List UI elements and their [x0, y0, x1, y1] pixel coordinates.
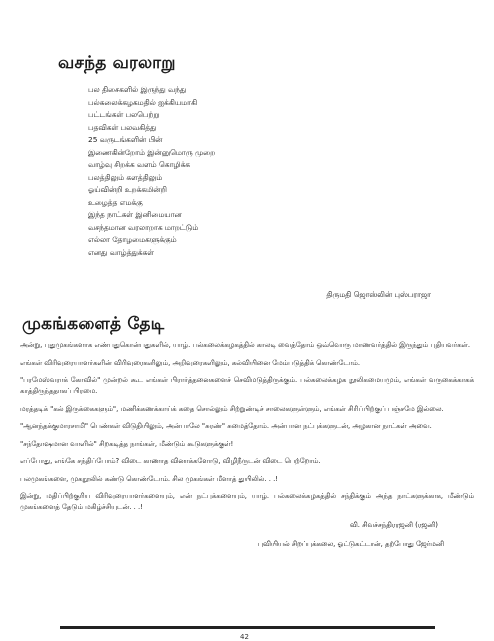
poem-author: திருமதி ஜொஸ்லின் புஸ்பராஜா	[326, 290, 431, 299]
signature-name: வி. சிவச்சந்திரரஜனி (ரஜனி)	[349, 520, 438, 529]
section-title-mugangalai-thedi: முகங்களைத் தேடி	[22, 314, 165, 334]
signature-detail: புவியியல் சிறப்புக்கலை, ஓட்டுகட்டான், தற்போது ஜேர்மனி	[257, 539, 444, 548]
poem-line: எல்லா தோழமைகளுக்கும்	[88, 235, 177, 244]
paragraph: "பரமேஸ்வராக் கோவில்" முன்றல் கூட எங்கள் பிரார்த்தனைகளைச் செவிமடுத்திருக்கும். பல்கலைக்கழக நூலிகமையமும், எங்கள் வருகைக்காகக் காத்திருந்ததாகப் பிரமை.	[20, 376, 474, 396]
poem-line: ஓய்வின்றி உறக்கமின்றி	[88, 185, 167, 194]
paragraph: எப்போது, எங்கே சந்திப்போம்? விடை காணாத வினாக்களோடு, விழிநீருடன் விடை பெற்றோம்.	[20, 457, 321, 466]
section-title-vasantha-varalaru: வசந்த வரலாறு	[58, 53, 176, 73]
poem-line: எனது வாழ்த்துக்கள்	[88, 247, 154, 257]
poem-line: பதவிகள் பலவகித்து	[88, 122, 157, 132]
poem-line: 25 வருடங்களின் பின்	[88, 135, 163, 144]
paragraph: எங்கள் விரிவுரையாளர்களின் விரிவுரைகளிலும், அறிவுரைகளிலும், கல்வியினை மேம்படுத்திக் கொண்டோம்.	[20, 358, 361, 367]
paragraph: மரத்தடிக் "கல் இருக்கைகளும்", மணிக்கணக்காய்க் கதை சொல்லும் சிற்றுண்டிச் சாலைகளுள்ளும், எங்கள் சிரிப்பிற்குப் பஞ்சமே இல்லை.	[20, 404, 444, 413]
paragraph: "சந்தோஷமான வாளில்" சிறகடித்த நாங்கள், மீண்டும் கூடுகளுக்குள்!	[20, 439, 234, 448]
poem-line: இணைகின்றோம் இன்னுமொரு முறை	[88, 147, 216, 157]
paragraph: இன்று, மதிப்பிற்குரிய விரிவுரையாளர்களையும், என் நட்புக்களையும், யாழ். பல்கலைக்கழகத்தில் சந்திக்கும் அந்த நாட்களுக்காக, மீண்டும் முகங்களைத் தேடும் மகிழ்ச்சியுடன். . .!	[20, 492, 474, 512]
paragraph: "ஆனந்தக்குமாரசாமி" பெண்கள் விடுதியிலும், அன்பாலே "சுரண்" சுமைத்தோம். அன்பான நட்புக்களுடன், அழகான நாட்கள் அவை.	[20, 422, 432, 431]
poem-line: பட்டங்கள் பலபெற்று	[88, 110, 160, 119]
poem-line: வாழ்வு சிறக்க வளம் கொழிக்க	[88, 160, 191, 169]
paragraph: அன்று, புதுமுகங்களாக எண்பதுகொன்பதுகளில், யாழ். பல்கலைக்கழகத்தில் காலடி வைத்தோம் ஒவ்வொரு மாணவர்த்தில் இருந்தும் புதியவர்கள்.	[20, 341, 471, 349]
poem-line: பலத்திலும் களத்திலும்	[88, 172, 163, 182]
poem-line: இந்த நாட்கள் இனிமையான	[88, 210, 182, 219]
footer-rule	[60, 626, 435, 629]
page-number: 42	[240, 633, 249, 641]
poem-line: பல திசைகளில் இருந்து வந்து	[88, 85, 187, 94]
prose-body	[20, 340, 474, 550]
paragraph: பலமுகங்களை, முகநூலில் கண்டு கொண்டோம். சில முகங்கள் மீளாத் துயிலில். . .!	[20, 474, 279, 483]
poem-line: பல்கலைக்கழகமதில் ஐக்கியமாகி	[88, 97, 198, 107]
poem-line: வசந்தமான வரலாறாக மாறட்டும்	[88, 222, 199, 232]
poem-line: உழைத்த எமக்கு	[88, 197, 143, 207]
poem	[88, 84, 215, 259]
